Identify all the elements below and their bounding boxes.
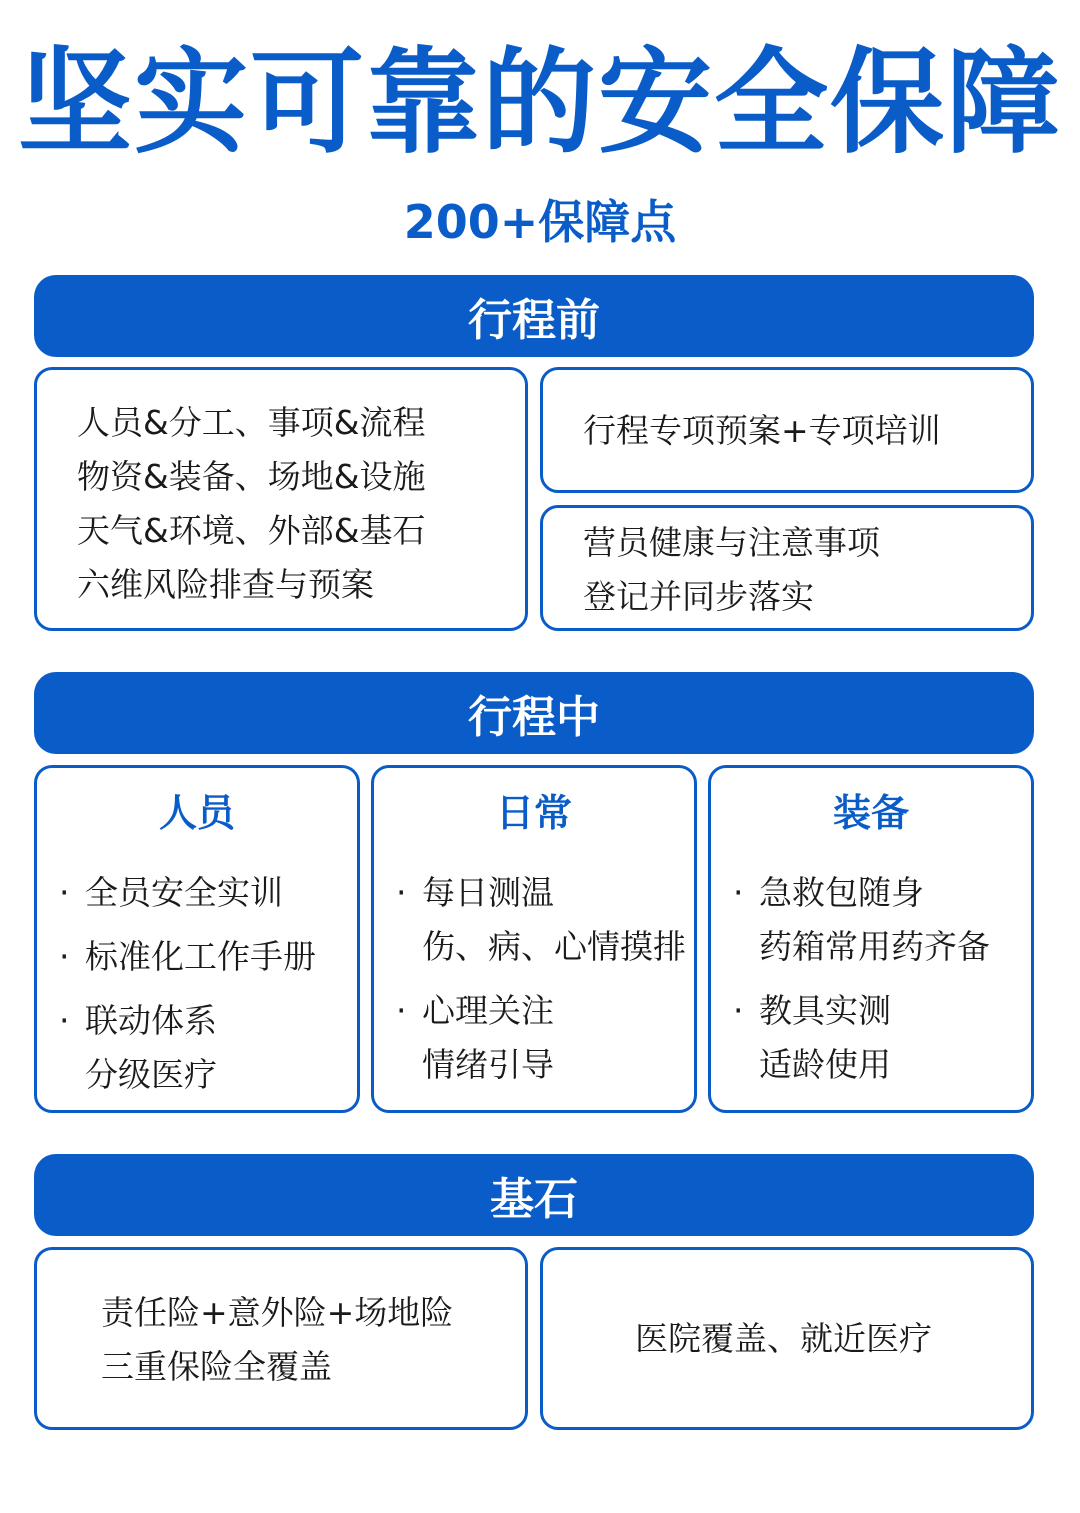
risk-line: 物资&装备、场地&设施	[77, 457, 426, 496]
column-card-staff	[34, 765, 360, 1113]
bullet-item: · 全员安全实训	[59, 873, 283, 912]
bullet-item: · 标准化工作手册	[59, 937, 316, 976]
bullet-item: · 急救包随身 药箱常用药齐备	[733, 873, 990, 966]
risk-check-card	[34, 367, 528, 631]
section-header-before: 行程前	[34, 275, 1034, 357]
column-title-daily: 日常	[495, 791, 572, 835]
health-line: 营员健康与注意事项	[583, 523, 880, 562]
insurance-line: 责任险+意外险+场地险	[101, 1293, 454, 1332]
special-plan-card	[540, 367, 1034, 493]
bullet-item: · 教具实测 适龄使用	[733, 991, 891, 1084]
insurance-line: 三重保险全覆盖	[101, 1347, 332, 1386]
health-card	[540, 505, 1034, 631]
column-card-daily	[371, 765, 697, 1113]
risk-line: 六维风险排查与预案	[77, 565, 374, 604]
page-title: 坚实可靠的安全保障	[17, 36, 1062, 169]
column-card-equipment	[708, 765, 1034, 1113]
risk-line: 天气&环境、外部&基石	[77, 511, 426, 550]
special-plan-text: 行程专项预案+专项培训	[583, 411, 941, 450]
section-header-during: 行程中	[34, 672, 1034, 754]
bullet-item: · 心理关注 情绪引导	[396, 991, 554, 1084]
bullet-item: · 每日测温 伤、病、心情摸排	[396, 873, 686, 966]
bullet-item: · 联动体系 分级医疗	[59, 1001, 217, 1094]
hospital-text: 医院覆盖、就近医疗	[635, 1319, 932, 1358]
column-title-staff: 人员	[158, 791, 235, 835]
hospital-card	[540, 1247, 1034, 1430]
health-line: 登记并同步落实	[583, 577, 814, 616]
section-header-foundation: 基石	[34, 1154, 1034, 1236]
page-subtitle: 200+保障点	[403, 195, 677, 249]
insurance-card	[34, 1247, 528, 1430]
column-title-equipment: 装备	[832, 791, 909, 835]
risk-line: 人员&分工、事项&流程	[77, 403, 426, 442]
